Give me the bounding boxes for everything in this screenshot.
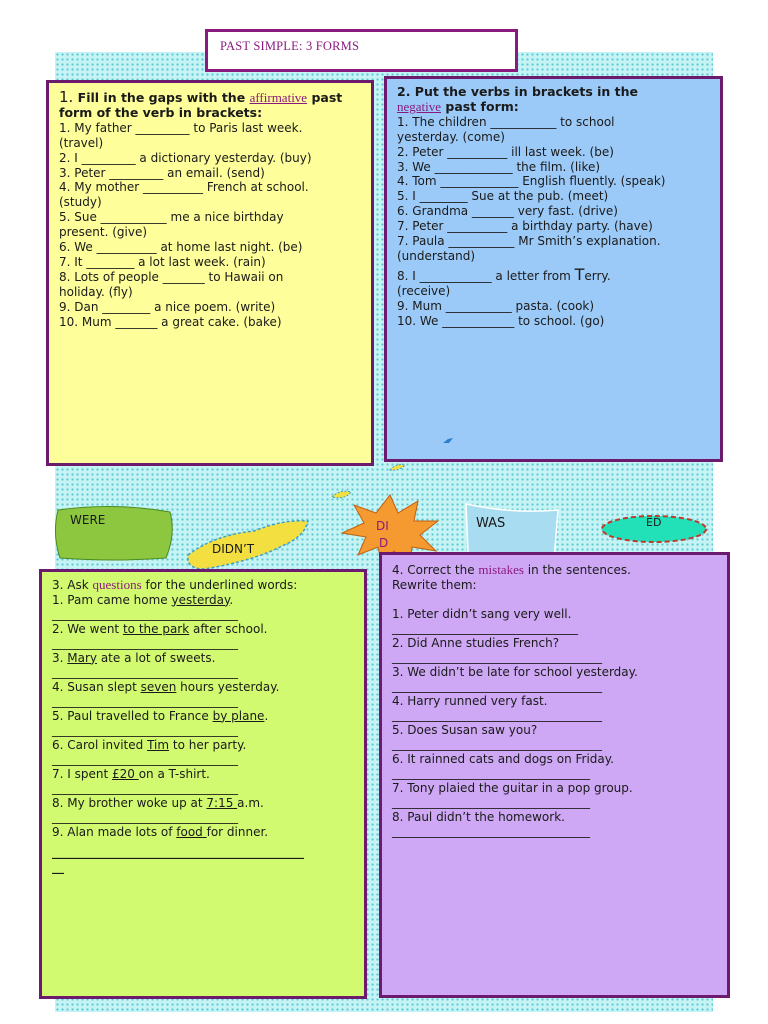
were-label: WERE [70,513,106,527]
question-item: 4. Susan slept seven hours yesterday. [52,679,280,694]
answer-line: _________________________________ [392,795,590,809]
exercise-4-heading-cont: Rewrite them: [392,577,477,592]
exercise-2-line: 9. Mum ___________ pasta. (cook) [397,298,595,313]
answer-line: ___________________________________ [392,737,602,751]
mistake-item: 6. It rainned cats and dogs on Friday. [392,751,614,766]
exercise-2-line: (understand) [397,248,476,263]
exercise-2-line: 6. Grandma _______ very fast. (drive) [397,204,618,219]
exercise-1-heading: 1. Fill in the gaps with the affirmative past [59,88,343,106]
exercise-3-text [52,578,304,874]
exercise-1-line: 3. Peter _________ an email. (send) [59,165,265,180]
question-item: 5. Paul travelled to France by plane. [52,708,269,723]
answer-line: _______________________________ [52,607,238,621]
mistake-item: 8. Paul didn’t the homework. [392,809,565,824]
exercise-2-line: 1. The children ___________ to school [397,114,615,129]
exercise-1-line: 6. We __________ at home last night. (be) [59,240,303,255]
answer-line: _________________________________ [392,766,590,780]
answer-line: _______________________________ [52,636,238,650]
exercise-2-line: 10. We ____________ to school. (go) [397,313,605,328]
ed-label: ED [646,516,662,529]
answer-line: __ [52,859,64,874]
exercise-4-heading: 4. Correct the mistakes in the sentences. [392,562,631,577]
answer-line: __________________________________________ [52,845,304,859]
answer-line: ___________________________________ [392,650,602,664]
exercise-2-line: yesterday. (come) [397,129,505,144]
question-item: 3. Mary ate a lot of sweets. [52,650,216,665]
exercise-1-line: (study) [59,195,102,210]
mistake-item: 4. Harry runned very fast. [392,693,548,708]
mistake-item: 3. We didn’t be late for school yesterday. [392,664,638,679]
question-item: 7. I spent £20 on a T-shirt. [52,766,210,781]
mistake-item: 7. Tony plaied the guitar in a pop group. [392,780,633,795]
question-item: 2. We went to the park after school. [52,621,268,636]
answer-line: _______________________________ [52,752,238,766]
question-item: 8. My brother woke up at 7:15 a.m. [52,795,264,810]
answer-line: _________________________________ [392,824,590,838]
small-yellow-splash [388,462,408,474]
exercise-2-line: (receive) [397,283,451,298]
didnt-label: DIDN’T [212,542,255,556]
exercise-1-line: 5. Sue ___________ me a nice birthday [59,210,284,225]
did-label-2: D [379,536,389,550]
question-item: 1. Pam came home yesterday. [52,592,234,607]
exercise-1-line: 1. My father _________ to Paris last week. [59,120,303,135]
mistake-item: 5. Does Susan saw you? [392,722,538,737]
exercise-1-line: 4. My mother __________ French at school. [59,180,309,195]
exercise-4-text [392,563,638,839]
exercise-1-line: 8. Lots of people _______ to Hawaii on [59,269,284,284]
answer-line: _______________________________ [52,694,238,708]
exercise-3-box [39,569,367,999]
answer-line: ___________________________________ [392,708,602,722]
answer-line: _______________________________ [52,723,238,737]
exercise-1-text [59,90,342,330]
answer-line: _______________________________ [52,810,238,824]
exercise-3-heading: 3. Ask questions for the underlined words: [52,577,298,592]
exercise-1-box [46,80,374,466]
answer-line: _______________________________ [392,621,578,635]
was-label: WAS [476,516,506,531]
answer-line: ___________________________________ [392,679,602,693]
keyword-questions: questions [92,577,142,592]
exercise-2-line: 4. Tom _____________ English fluently. (speak) [397,174,666,189]
exercise-2-line: 7. Paula ___________ Mr Smith’s explanation. [397,234,661,249]
small-blue-splash [442,437,454,445]
worksheet-title: PAST SIMPLE: 3 FORMS [220,39,360,53]
exercise-2-line: 2. Peter __________ ill last week. (be) [397,144,614,159]
keyword-negative: negative [397,98,442,114]
exercise-1-line: 10. Mum _______ a great cake. (bake) [59,314,282,329]
exercise-4-box [379,552,730,998]
keyword-mistakes: mistakes [478,562,524,577]
question-item: 9. Alan made lots of food for dinner. [52,824,269,839]
did-label-1: DI [376,519,389,533]
exercise-2-heading: 2. Put the verbs in brackets in the [397,84,639,99]
exercise-1-line: present. (give) [59,225,148,240]
exercise-2-line: 5. I ________ Sue at the pub. (meet) [397,189,609,204]
exercise-2-line: 3. We _____________ the film. (like) [397,159,601,174]
exercise-1-line: 7. It ________ a lot last week. (rain) [59,254,266,269]
exercise-2-line: 7. Peter __________ a birthday party. (have) [397,219,653,234]
exercise-2-heading-cont: negative past form: [397,98,519,114]
exercise-2-line: 8. I ____________ a letter from Terry. [397,264,611,284]
exercise-1-line: 9. Dan ________ a nice poem. (write) [59,299,276,314]
exercise-1-line: 2. I _________ a dictionary yesterday. (buy) [59,150,312,165]
exercise-2-text [397,85,666,329]
exercise-2-box [384,76,723,462]
answer-line: _______________________________ [52,665,238,679]
answer-line: _______________________________ [52,781,238,795]
mistake-item: 2. Did Anne studies French? [392,635,560,650]
worksheet-title-box [205,29,518,72]
mistake-item: 1. Peter didn’t sang very well. [392,606,572,621]
exercise-1-line: (travel) [59,135,104,150]
exercise-1-line: holiday. (fly) [59,284,133,299]
exercise-1-heading-cont: form of the verb in brackets: [59,104,263,120]
keyword-affirmative: affirmative [249,90,308,105]
question-item: 6. Carol invited Tim to her party. [52,737,247,752]
